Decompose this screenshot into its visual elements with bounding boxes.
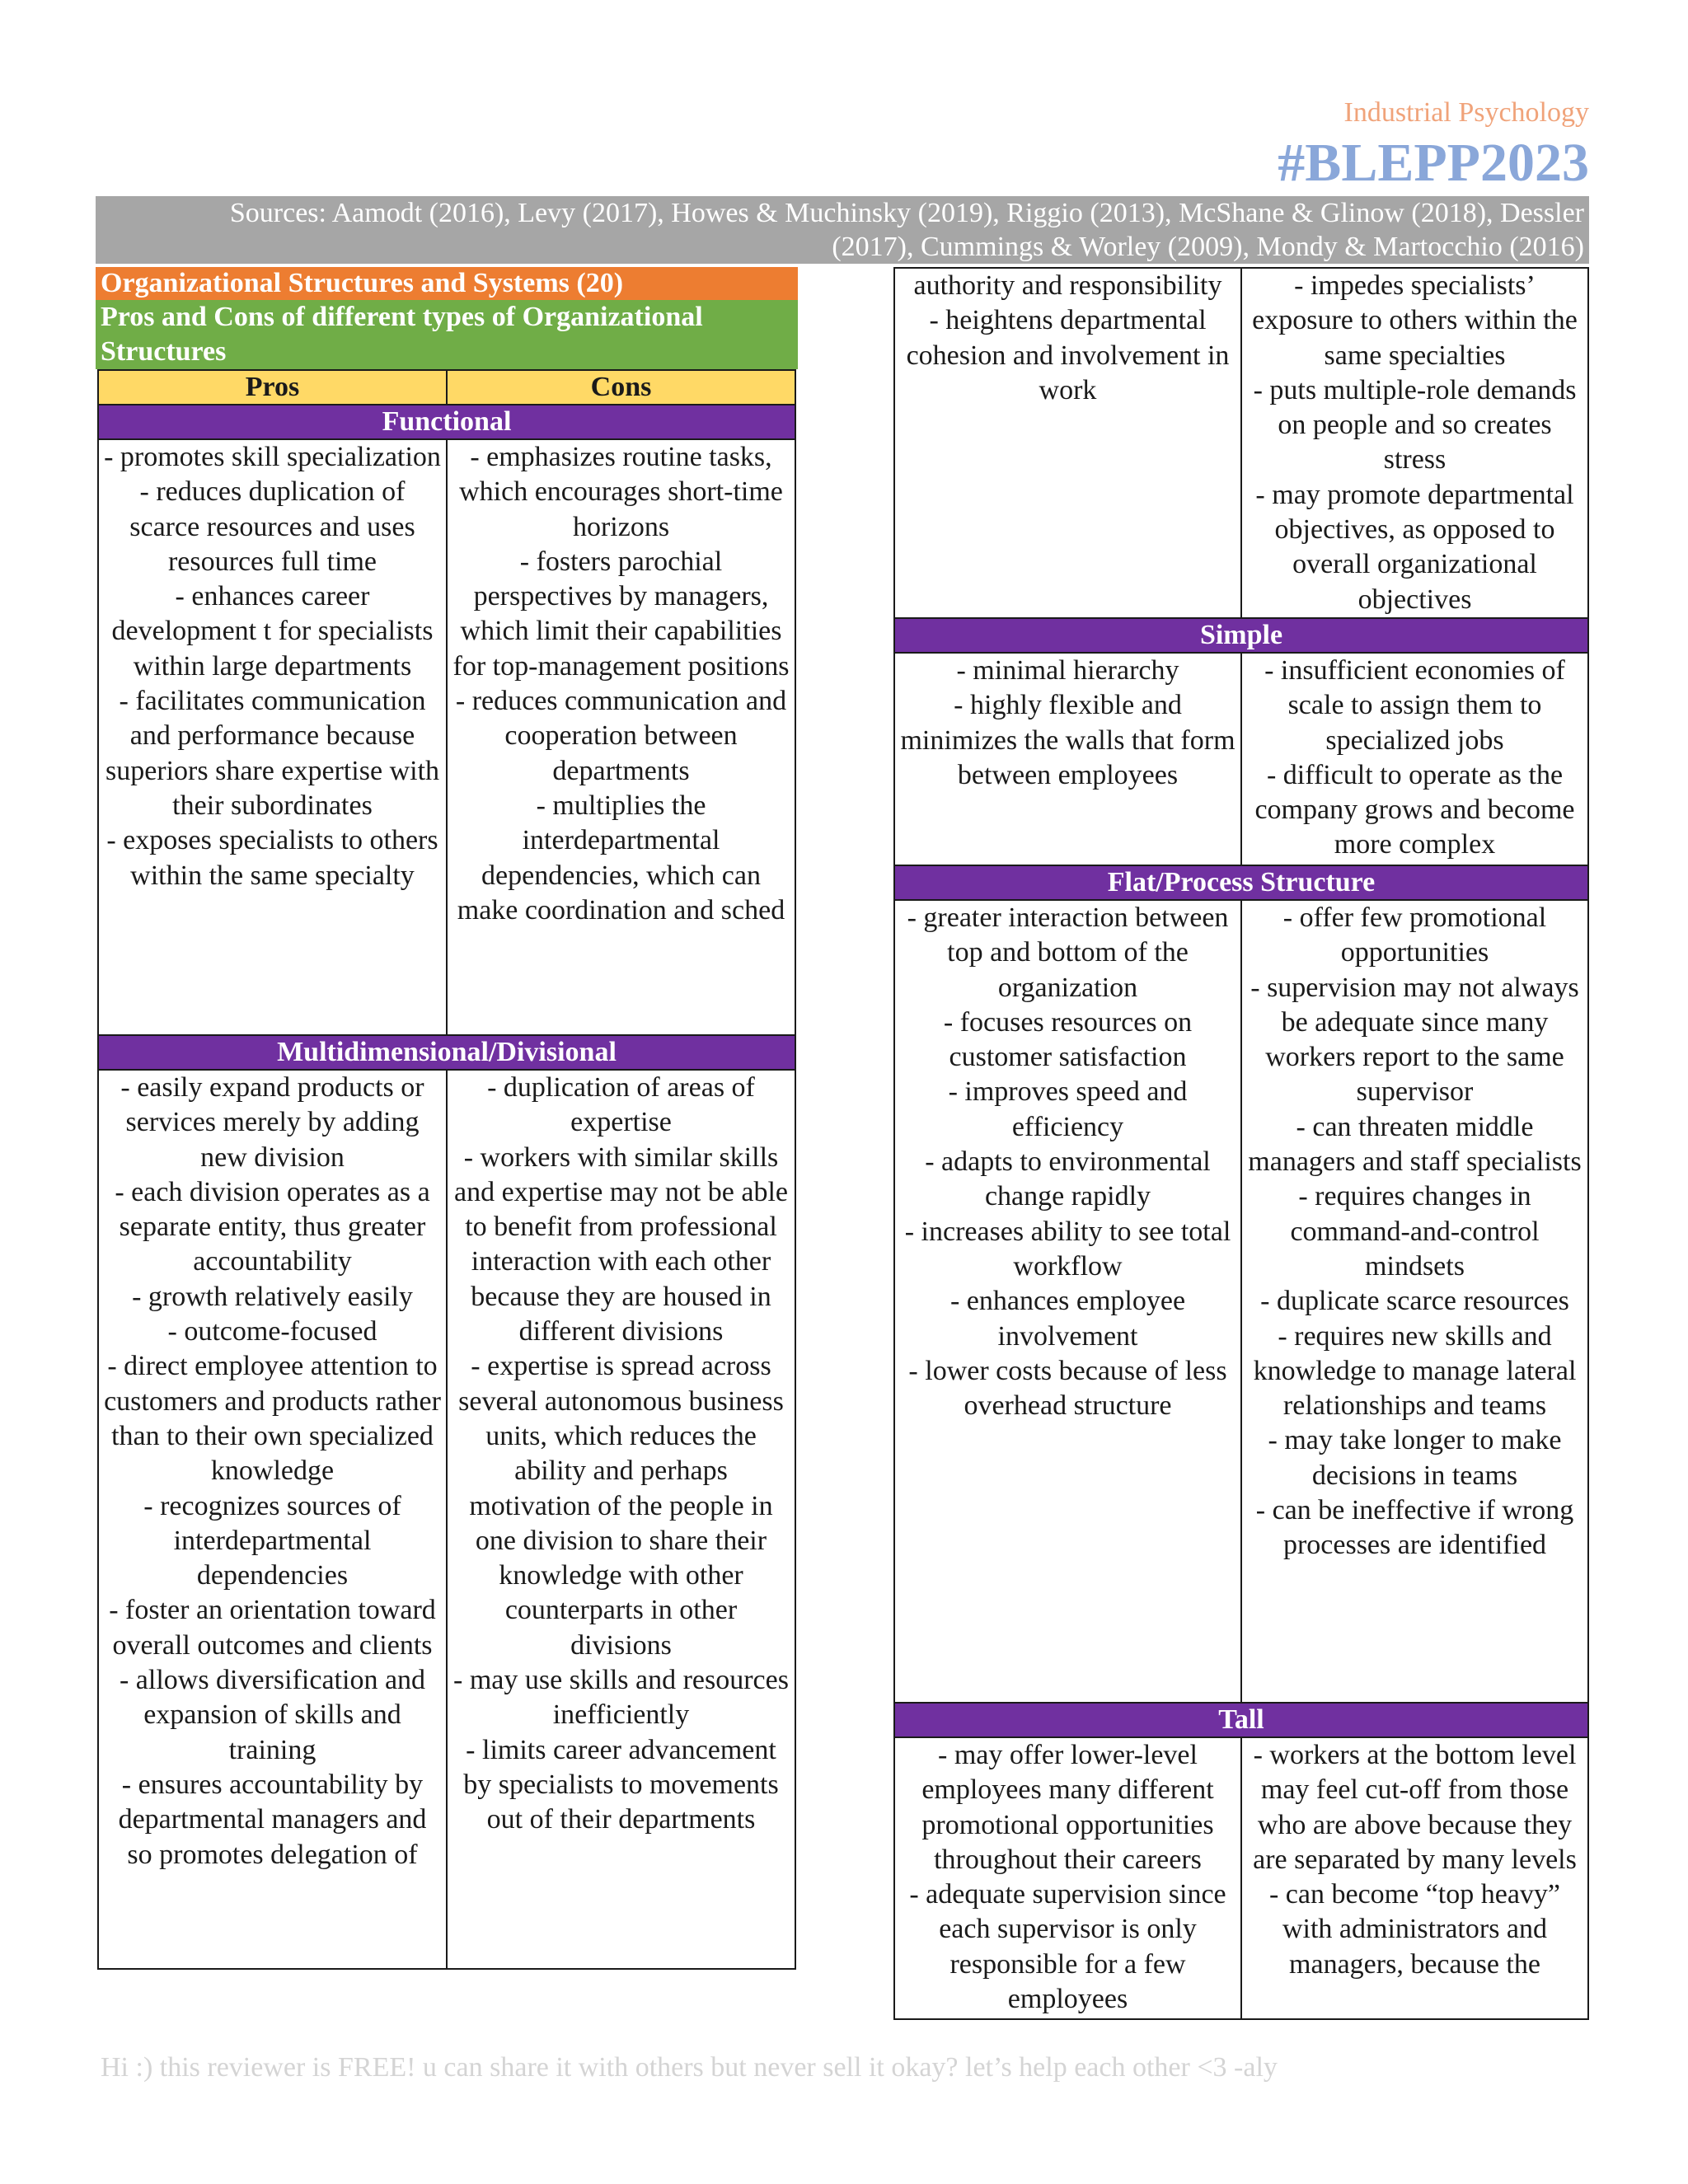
list-item: - ensures accountability by departmental managers and so promotes delegation of	[118, 1769, 427, 1870]
list-item: - reduces communication and cooperation between departments	[455, 686, 787, 786]
list-item: - facilitates communication and performance because superiors share expertise with their subordinates	[105, 686, 440, 821]
flat-pros-cell	[894, 900, 1241, 1703]
list-item: - increases ability to see total workflow	[904, 1216, 1231, 1282]
list-item: - greater interaction between top and bottom of the organization	[907, 902, 1229, 1003]
continuation-pros-cell	[894, 268, 1241, 618]
list-item: - growth relatively easily	[132, 1281, 413, 1312]
sources-line-1: Sources: Aamodt (2016), Levy (2017), Howes & Muchinsky (2019), Riggio (2013), McShane & Glinow (2018), Dessler	[229, 198, 1584, 228]
continuation-cons-cell	[1241, 268, 1588, 618]
sources-bar	[96, 196, 1589, 264]
list-item: - focuses resources on customer satisfaction	[943, 1006, 1193, 1073]
list-item: - direct employee attention to customers and products rather than to their own specialized knowledge	[104, 1351, 441, 1487]
list-item: - lower costs because of less overhead structure	[908, 1355, 1227, 1422]
functional-pros-cell	[98, 439, 447, 1035]
sources-line-2: (2017), Cummings & Worley (2009), Mondy & Martocchio (2016)	[832, 232, 1584, 262]
flat-cons-cell	[1241, 900, 1588, 1703]
list-item: - may promote departmental objectives, as opposed to overall organizational objectives	[1255, 479, 1574, 615]
list-item: - enhances employee involvement	[950, 1286, 1186, 1352]
divisional-cons-cell	[447, 1070, 795, 1969]
list-item: - impedes specialists’ exposure to others within the same specialties	[1252, 270, 1578, 371]
divisional-pros-cell	[98, 1070, 447, 1969]
list-item: - outcome-focused	[167, 1316, 377, 1347]
list-item: - duplication of areas of expertise	[487, 1072, 755, 1138]
subject-label: Industrial Psychology	[1343, 97, 1589, 128]
tall-cons-cell	[1241, 1737, 1588, 2019]
left-column	[96, 267, 798, 1970]
list-item: - expertise is spread across several autonomous business units, which reduces the ability and perhaps motivation of the people in one division to share their knowledge with other counterparts in other divisions	[458, 1351, 784, 1661]
list-item: - foster an orientation toward overall outcomes and clients	[109, 1595, 436, 1661]
list-item: - supervision may not always be adequate since many workers report to the same supervisor	[1250, 972, 1579, 1108]
list-item: - can be ineffective if wrong processes are identified	[1255, 1495, 1574, 1561]
list-item: - reduces duplication of scarce resources and uses resources full time	[129, 476, 415, 577]
category-functional: Functional	[98, 405, 795, 439]
hashtag-title: #BLEPP2023	[1278, 133, 1589, 193]
list-item: - allows diversification and expansion of skills and training	[119, 1665, 426, 1765]
list-item: - can become “top heavy” with administrators and managers, because the	[1268, 1879, 1561, 1980]
list-item: - enhances career development t for specialists within large departments	[111, 581, 434, 682]
simple-pros-cell	[894, 653, 1241, 865]
list-item: - fosters parochial perspectives by managers, which limit their capabilities for top-management positions	[452, 546, 790, 682]
category-simple: Simple	[894, 618, 1588, 653]
list-item: - exposes specialists to others within the same specialty	[106, 825, 438, 891]
list-item: - highly flexible and minimizes the walls that form between employees	[900, 690, 1236, 790]
list-item: - limits career advancement by specialists to movements out of their departments	[463, 1734, 779, 1835]
list-item: - insufficient economies of scale to assign them to specialized jobs	[1264, 654, 1565, 756]
list-item: - recognizes sources of interdepartmental dependencies	[143, 1490, 401, 1591]
list-item: - requires new skills and knowledge to manage lateral relationships and teams	[1253, 1320, 1577, 1422]
list-item: - emphasizes routine tasks, which encourages short-time horizons	[459, 442, 783, 542]
list-item: - offer few promotional opportunities	[1282, 902, 1547, 968]
category-flat-process: Flat/Process Structure	[894, 865, 1588, 900]
list-item: - adapts to environmental change rapidly	[925, 1146, 1211, 1212]
list-item: - may use skills and resources inefficiently	[453, 1665, 789, 1731]
list-item: - puts multiple-role demands on people and so creates stress	[1253, 374, 1577, 476]
list-item: - can threaten middle managers and staff specialists	[1248, 1111, 1582, 1178]
list-item: - promotes skill specialization	[104, 442, 441, 472]
tall-pros-cell	[894, 1737, 1241, 2019]
list-item: - improves speed and efficiency	[948, 1076, 1188, 1142]
footer-note: Hi :) this reviewer is FREE! u can share it with others but never sell it okay? let’s help each other <3 -aly	[101, 2052, 1278, 2083]
functional-cons-cell	[447, 439, 795, 1035]
structures-table-right	[893, 267, 1589, 2020]
section-title: Organizational Structures and Systems (20)	[96, 267, 798, 300]
simple-cons-cell	[1241, 653, 1588, 865]
category-tall: Tall	[894, 1703, 1588, 1737]
list-item: - requires changes in command-and-control mindsets	[1290, 1181, 1540, 1282]
list-item: - workers at the bottom level may feel cut-off from those who are above because they are separated by many levels	[1253, 1739, 1577, 1875]
section-subtitle: Pros and Cons of different types of Organizational Structures	[96, 300, 798, 369]
right-column	[893, 267, 1589, 2020]
list-item: - minimal hierarchy	[956, 654, 1179, 686]
list-item: - may offer lower-level employees many different promotional opportunities throughout their careers	[921, 1739, 1214, 1875]
list-item: - duplicate scarce resources	[1260, 1286, 1569, 1317]
list-item: - difficult to operate as the company grows and become more complex	[1254, 759, 1575, 860]
list-item: - multiplies the interdepartmental dependencies, which can make coordination and sched	[457, 790, 785, 926]
list-item: - adequate supervision since each supervisor is only responsible for a few employees	[909, 1879, 1226, 2015]
list-item: - heightens departmental cohesion and involvement in work	[906, 305, 1230, 405]
cons-header: Cons	[447, 370, 795, 405]
structures-table-left	[97, 369, 796, 1970]
category-divisional: Multidimensional/Divisional	[98, 1035, 795, 1070]
list-item: - each division operates as a separate entity, thus greater accountability	[115, 1176, 430, 1277]
list-item: authority and responsibility	[913, 270, 1222, 301]
list-item: - easily expand products or services merely by adding new division	[120, 1072, 424, 1173]
pros-header: Pros	[98, 370, 447, 405]
list-item: - may take longer to make decisions in teams	[1268, 1425, 1562, 1491]
list-item: - workers with similar skills and expertise may not be able to benefit from professional interaction with each other because they are housed in different divisions	[453, 1141, 788, 1347]
